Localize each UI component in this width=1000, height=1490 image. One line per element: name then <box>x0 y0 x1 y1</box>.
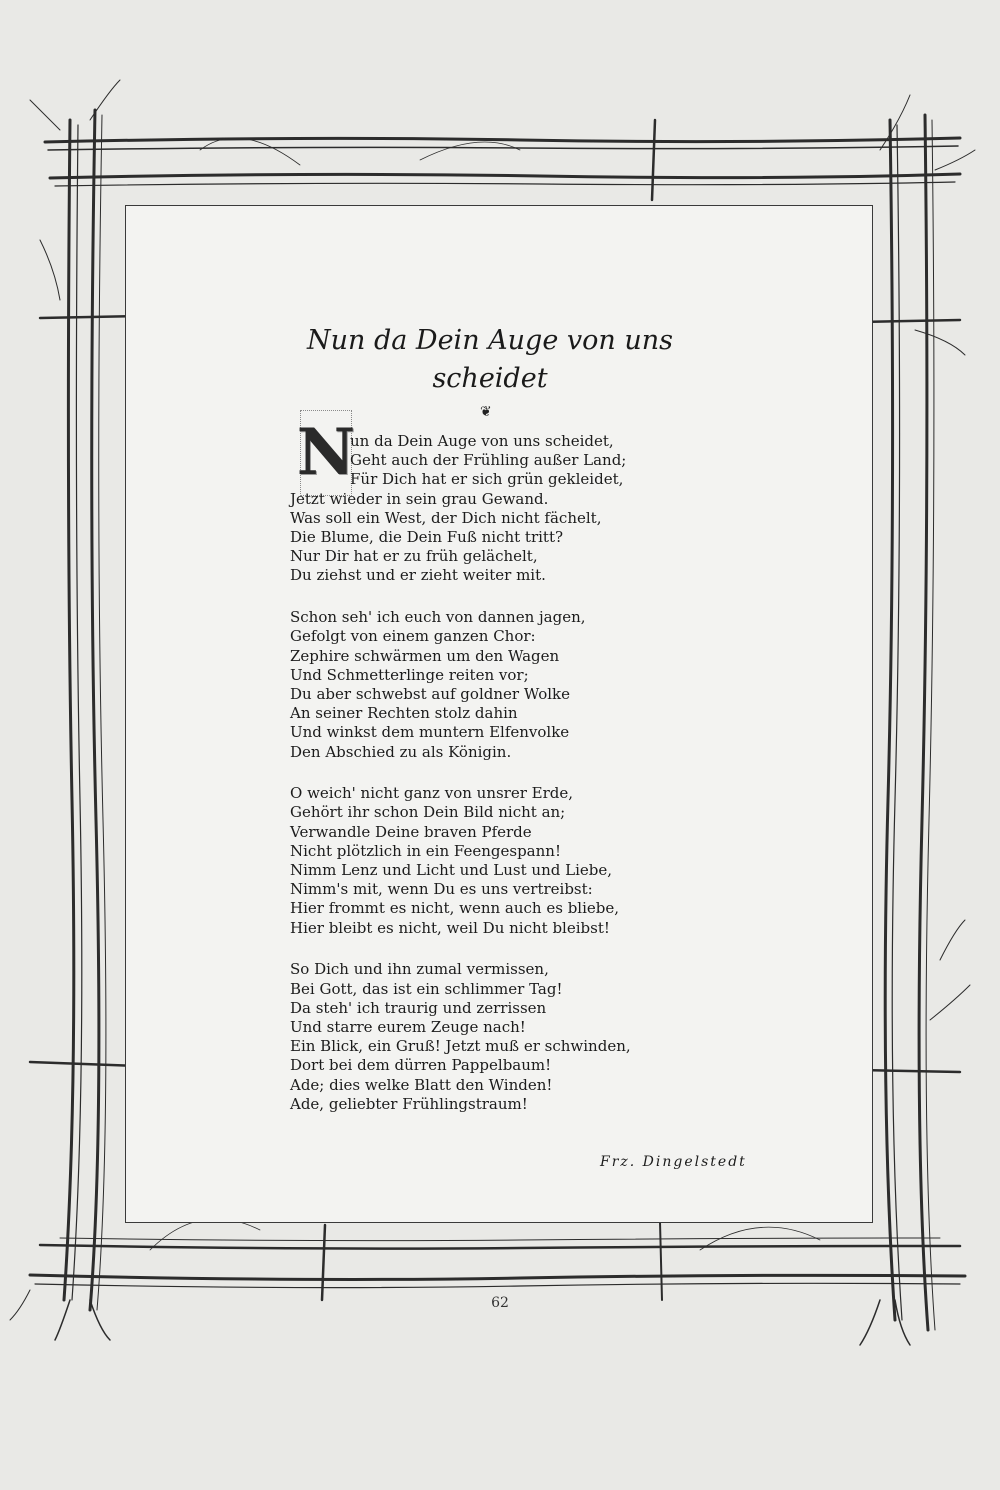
poem-line: Nicht plötzlich in ein Feengespann! <box>290 841 561 860</box>
stanza <box>290 432 750 586</box>
poem-line: Hier bleibt es nicht, weil Du nicht bleibst! <box>290 918 610 937</box>
poem-line: Du ziehst und er zieht weiter mit. <box>290 566 546 585</box>
poem-line: Zephire schwärmen um den Wagen <box>290 646 560 665</box>
poem-line: An seiner Rechten stolz dahin <box>290 704 518 723</box>
poem-line: Schon seh' ich euch von dannen jagen, <box>290 608 586 627</box>
poem-line: Verwandle Deine braven Pferde <box>290 822 532 841</box>
poem-line: Für Dich hat er sich grün gekleidet, <box>350 470 624 489</box>
poem-line: Nur Dir hat er zu früh gelächelt, <box>290 547 538 566</box>
poem-line: Und Schmetterlinge reiten vor; <box>290 665 529 684</box>
poem-line: Und starre eurem Zeuge nach! <box>290 1017 526 1036</box>
decorated-initial: N <box>296 414 356 490</box>
poem-author: Frz. Dingelstedt <box>600 1154 747 1170</box>
stanza <box>290 960 750 1114</box>
title-ornament: ❦ <box>480 404 492 420</box>
poem-line: Nimm's mit, wenn Du es uns vertreibst: <box>290 880 593 899</box>
page-number: 62 <box>491 1295 509 1311</box>
poem-body <box>290 432 750 1137</box>
poem-line: Jetzt wieder in sein grau Gewand. <box>290 489 549 508</box>
poem-line: Hier frommt es nicht, wenn auch es bliebe, <box>290 899 620 918</box>
poem-line: So Dich und ihn zumal vermissen, <box>290 960 549 979</box>
poem-line: Was soll ein West, der Dich nicht fächelt, <box>290 508 602 527</box>
stanza <box>290 608 750 762</box>
stanza <box>290 784 750 938</box>
poem-line: Bei Gott, das ist ein schlimmer Tag! <box>290 979 563 998</box>
poem-line: Ade; dies welke Blatt den Winden! <box>290 1075 553 1094</box>
poem-title: Nun da Dein Auge von uns scheidet <box>306 325 674 394</box>
poem-line: Ein Blick, ein Gruß! Jetzt muß er schwinden, <box>290 1037 631 1056</box>
poem-line: Ade, geliebter Frühlingstraum! <box>290 1094 528 1113</box>
poem-line: Gehört ihr schon Dein Bild nicht an; <box>290 803 566 822</box>
poem-line: Und winkst dem muntern Elfenvolke <box>290 723 570 742</box>
poem-line: Dort bei dem dürren Pappelbaum! <box>290 1056 552 1075</box>
poem-line: Da steh' ich traurig und zerrissen <box>290 998 547 1017</box>
poem-line: Den Abschied zu als Königin. <box>290 742 512 761</box>
poem-line: un da Dein Auge von uns scheidet, <box>350 432 614 450</box>
poem-line: O weich' nicht ganz von unsrer Erde, <box>290 784 574 803</box>
poem-line: Gefolgt von einem ganzen Chor: <box>290 627 536 646</box>
poem-line: Die Blume, die Dein Fuß nicht tritt? <box>290 528 564 547</box>
poem-line: Nimm Lenz und Licht und Lust und Liebe, <box>290 861 612 880</box>
poem-line: Du aber schwebst auf goldner Wolke <box>290 684 571 703</box>
poem-line: Geht auch der Frühling außer Land; <box>350 451 627 470</box>
